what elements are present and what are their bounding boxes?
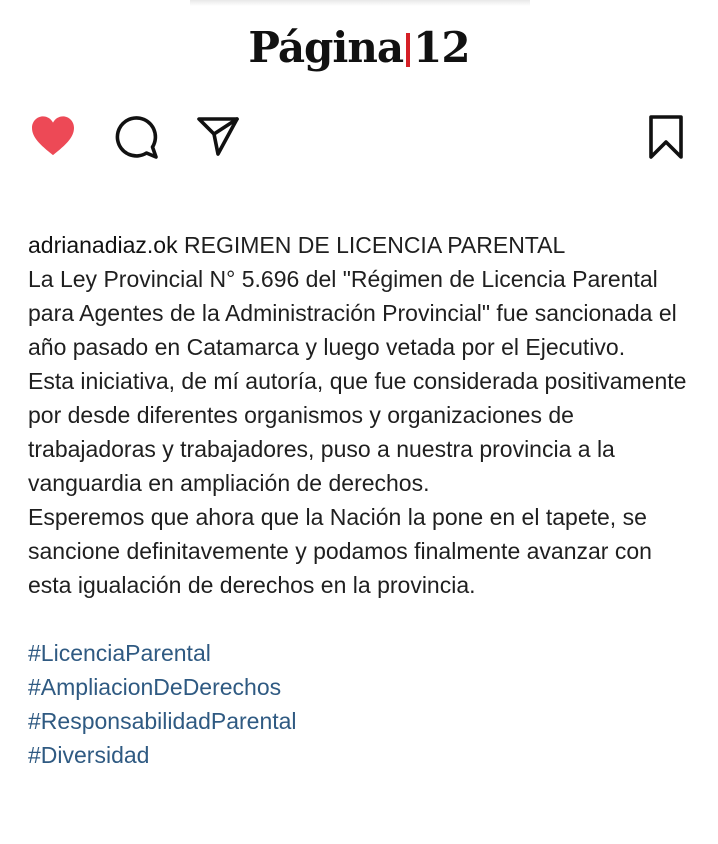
hashtag-link[interactable]: #ResponsabilidadParental [28,708,297,734]
comment-icon[interactable] [113,114,159,160]
caption-paragraph-2: Esta iniciativa, de mí autoría, que fue considerada positivamente por desde diferentes organismos y organizaciones de trabajadoras y trabajadores, puso a nuestra provincia a la vanguardia en ampliación de derechos. [28,368,687,496]
username-link[interactable]: adrianadiaz.ok [28,232,178,258]
logo-red-bar [406,33,410,67]
paper-plane-icon[interactable] [196,114,240,158]
heart-icon[interactable] [30,115,76,157]
bookmark-icon[interactable] [646,114,686,160]
caption-title-line [28,228,700,262]
logo-text-right: 12 [413,23,470,72]
hashtag-list [28,636,700,772]
hashtag-link[interactable]: #LicenciaParental [28,640,211,666]
post-caption [28,228,700,772]
hashtag-link[interactable]: #Diversidad [28,742,150,768]
action-bar [0,110,718,166]
pagina12-logo[interactable] [248,23,469,72]
header [0,0,718,95]
hashtag-link[interactable]: #AmpliacionDeDerechos [28,674,282,700]
post-title: REGIMEN DE LICENCIA PARENTAL [184,232,566,258]
logo-text-left: Página [248,23,404,72]
caption-paragraph-3: Esperemos que ahora que la Nación la pone en el tapete, se sancione definitavemente y podamos finalmente avanzar con esta igualación de derechos en la provincia. [28,504,652,598]
caption-paragraph-1: La Ley Provincial N° 5.696 del "Régimen de Licencia Parental para Agentes de la Administración Provincial" fue sancionada el año pasado en Catamarca y luego vetada por el Ejecutivo. [28,266,677,360]
